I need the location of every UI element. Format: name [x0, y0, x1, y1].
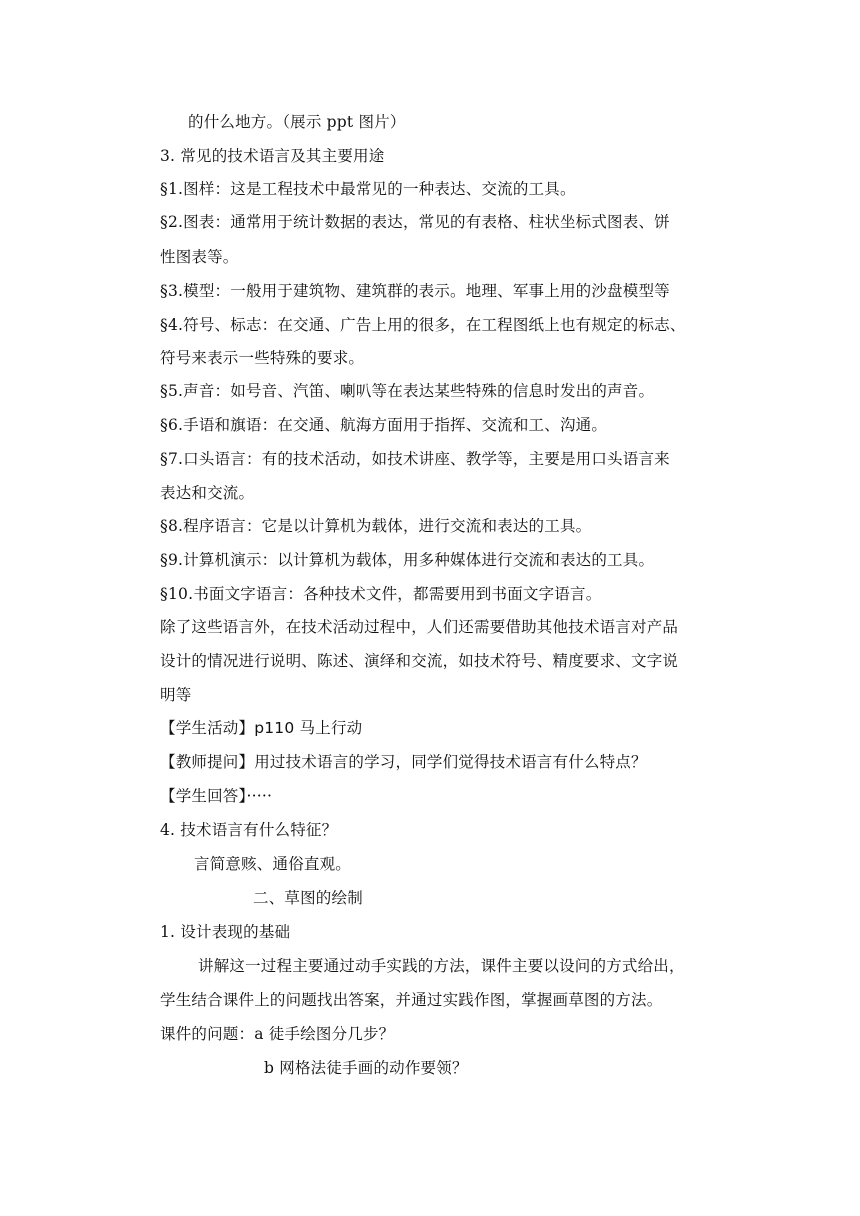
text-line: §8.程序语言：它是以计算机为载体，进行交流和表达的工具。 — [160, 517, 592, 535]
text-line: §9.计算机演示：以计算机为载体，用多种媒体进行交流和表达的工具。 — [160, 551, 655, 569]
chapter-heading: 二、草图的绘制 — [253, 889, 363, 907]
text-line: 设计的情况进行说明、陈述、演绎和交流，如技术符号、精度要求、文字说 — [160, 652, 679, 670]
text-line: 的什么地方。（展示 ppt 图片） — [188, 113, 406, 131]
text-line: 言简意赅、通俗直观。 — [194, 855, 352, 873]
text-line: §2.图表：通常用于统计数据的表达，常见的有表格、柱状坐标式图表、饼 — [160, 213, 670, 231]
text-line: §10.书面文字语言：各种技术文件，都需要用到书面文字语言。 — [160, 585, 602, 603]
text-line: 符号来表示一些特殊的要求。 — [160, 349, 365, 367]
text-line: §5.声音：如号音、汽笛、喇叭等在表达某些特殊的信息时发出的声音。 — [160, 382, 655, 400]
section-heading-1: 1. 设计表现的基础 — [160, 923, 291, 941]
text-line: 课件的问题：a 徒手绘图分几步？ — [160, 1025, 395, 1043]
text-line: 性图表等。 — [160, 248, 239, 266]
student-activity-line: 【学生活动】p110 马上行动 — [160, 719, 363, 737]
teacher-question-line: 【教师提问】用过技术语言的学习，同学们觉得技术语言有什么特点？ — [160, 753, 647, 771]
student-answer-line: 【学生回答】····· — [160, 787, 273, 805]
section-heading-3: 3. 常见的技术语言及其主要用途 — [160, 147, 385, 165]
text-line: b 网格法徒手画的动作要领？ — [264, 1059, 468, 1077]
text-line: 学生结合课件上的问题找出答案，并通过实践作图，掌握画草图的方法。 — [160, 991, 663, 1009]
section-heading-4: 4. 技术语言有什么特征？ — [160, 821, 338, 839]
text-line: 表达和交流。 — [160, 484, 255, 502]
text-line: §7.口头语言：有的技术活动，如技术讲座、教学等，主要是用口头语言来 — [160, 450, 670, 468]
text-line: 讲解这一过程主要通过动手实践的方法，课件主要以设问的方式给出， — [198, 957, 685, 975]
text-line: §6.手语和旗语：在交通、航海方面用于指挥、交流和工、沟通。 — [160, 416, 608, 434]
text-line: §1.图样：这是工程技术中最常见的一种表达、交流的工具。 — [160, 180, 576, 198]
text-line: 明等 — [160, 686, 192, 704]
text-line: 除了这些语言外，在技术活动过程中，人们还需要借助其他技术语言对产品 — [160, 618, 679, 636]
text-line: §4.符号、标志：在交通、广告上用的很多，在工程图纸上也有规定的标志、 — [160, 316, 686, 334]
text-line: §3.模型：一般用于建筑物、建筑群的表示。地理、军事上用的沙盘模型等 — [160, 282, 670, 300]
